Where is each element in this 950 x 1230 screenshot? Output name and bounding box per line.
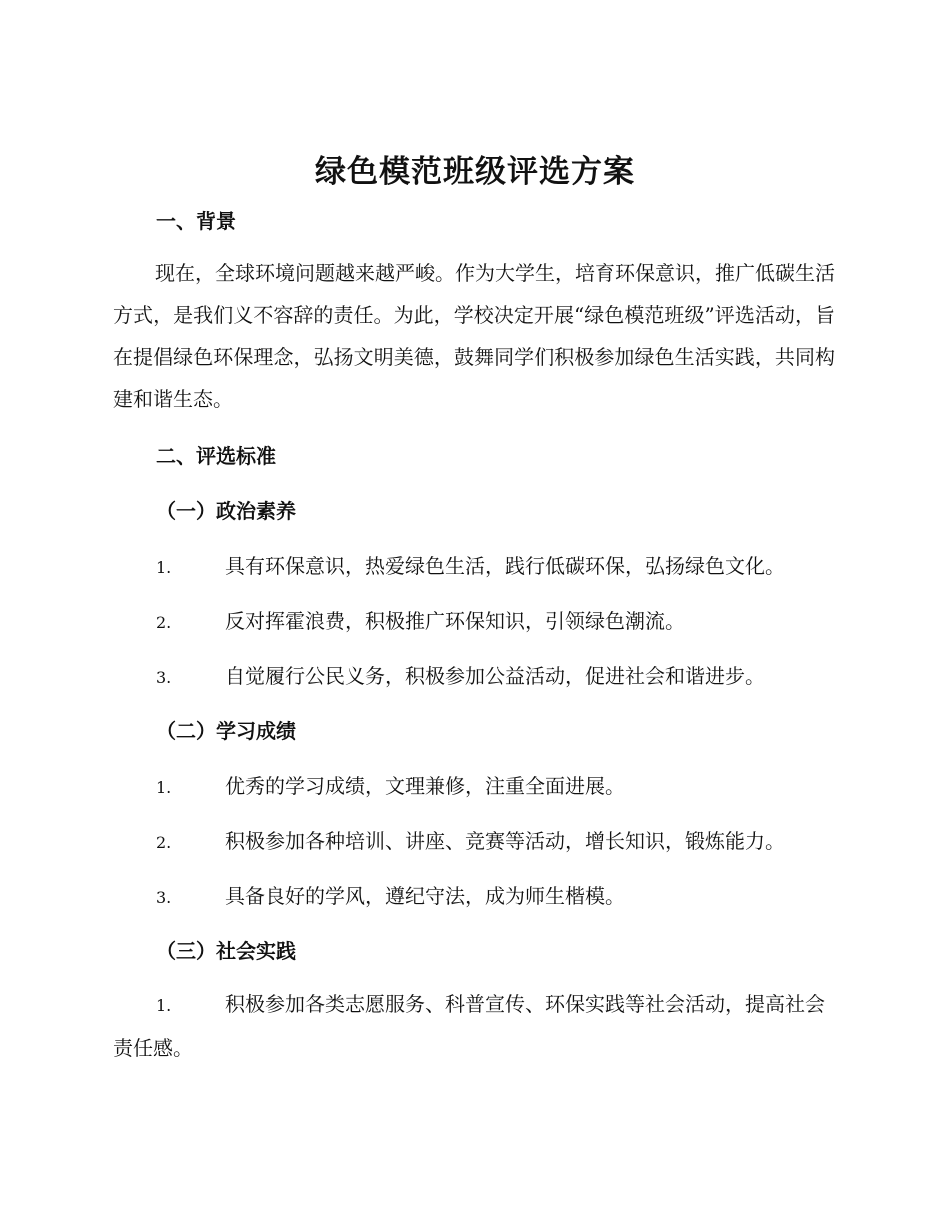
subsection-heading-political: （一）政治素养	[156, 499, 296, 523]
section-heading-background: 一、背景	[156, 209, 236, 233]
subsection-heading-social: （三）社会实践	[156, 939, 296, 963]
list-item	[156, 882, 846, 912]
list-item-number: 2.	[156, 833, 172, 852]
list-item	[156, 772, 846, 802]
list-item	[156, 552, 846, 582]
list-item-number: 1.	[156, 996, 172, 1015]
list-item	[156, 662, 846, 692]
list-item-text: 积极参加各类志愿服务、科普宣传、环保实践等社会活动，提高社会责任感。	[113, 992, 825, 1060]
list-item-text: 优秀的学习成绩，文理兼修，注重全面进展。	[225, 774, 625, 798]
section-heading-criteria: 二、评选标准	[156, 444, 276, 468]
subsection-heading-academic: （二）学习成绩	[156, 719, 296, 743]
list-item-text: 具备良好的学风，遵纪守法，成为师生楷模。	[225, 884, 625, 908]
list-item-text: 积极参加各种培训、讲座、竞赛等活动，增长知识，锻炼能力。	[225, 829, 785, 853]
list-item	[156, 827, 846, 857]
list-item	[113, 983, 835, 1069]
document-title: 绿色模范班级评选方案	[315, 154, 635, 190]
list-item-number: 2.	[156, 613, 172, 632]
list-item-text: 具有环保意识，热爱绿色生活，践行低碳环保，弘扬绿色文化。	[225, 554, 785, 578]
list-item-number: 3.	[156, 888, 172, 907]
list-item-text: 反对挥霍浪费，积极推广环保知识，引领绿色潮流。	[225, 609, 685, 633]
list-item-number: 1.	[156, 778, 172, 797]
list-item	[156, 607, 846, 637]
background-paragraph: 现在，全球环境问题越来越严峻。作为大学生，培育环保意识，推广低碳生活方式，是我们义不容辞的责任。为此，学校决定开展“绿色模范班级”评选活动，旨在提倡绿色环保理念，弘扬文明美德，鼓舞同学们积极参加绿色生活实践，共同构建和谐生态。	[113, 261, 835, 411]
list-item-text: 自觉履行公民义务，积极参加公益活动，促进社会和谐进步。	[225, 664, 765, 688]
list-item-number: 3.	[156, 668, 172, 687]
list-item-number: 1.	[156, 558, 172, 577]
